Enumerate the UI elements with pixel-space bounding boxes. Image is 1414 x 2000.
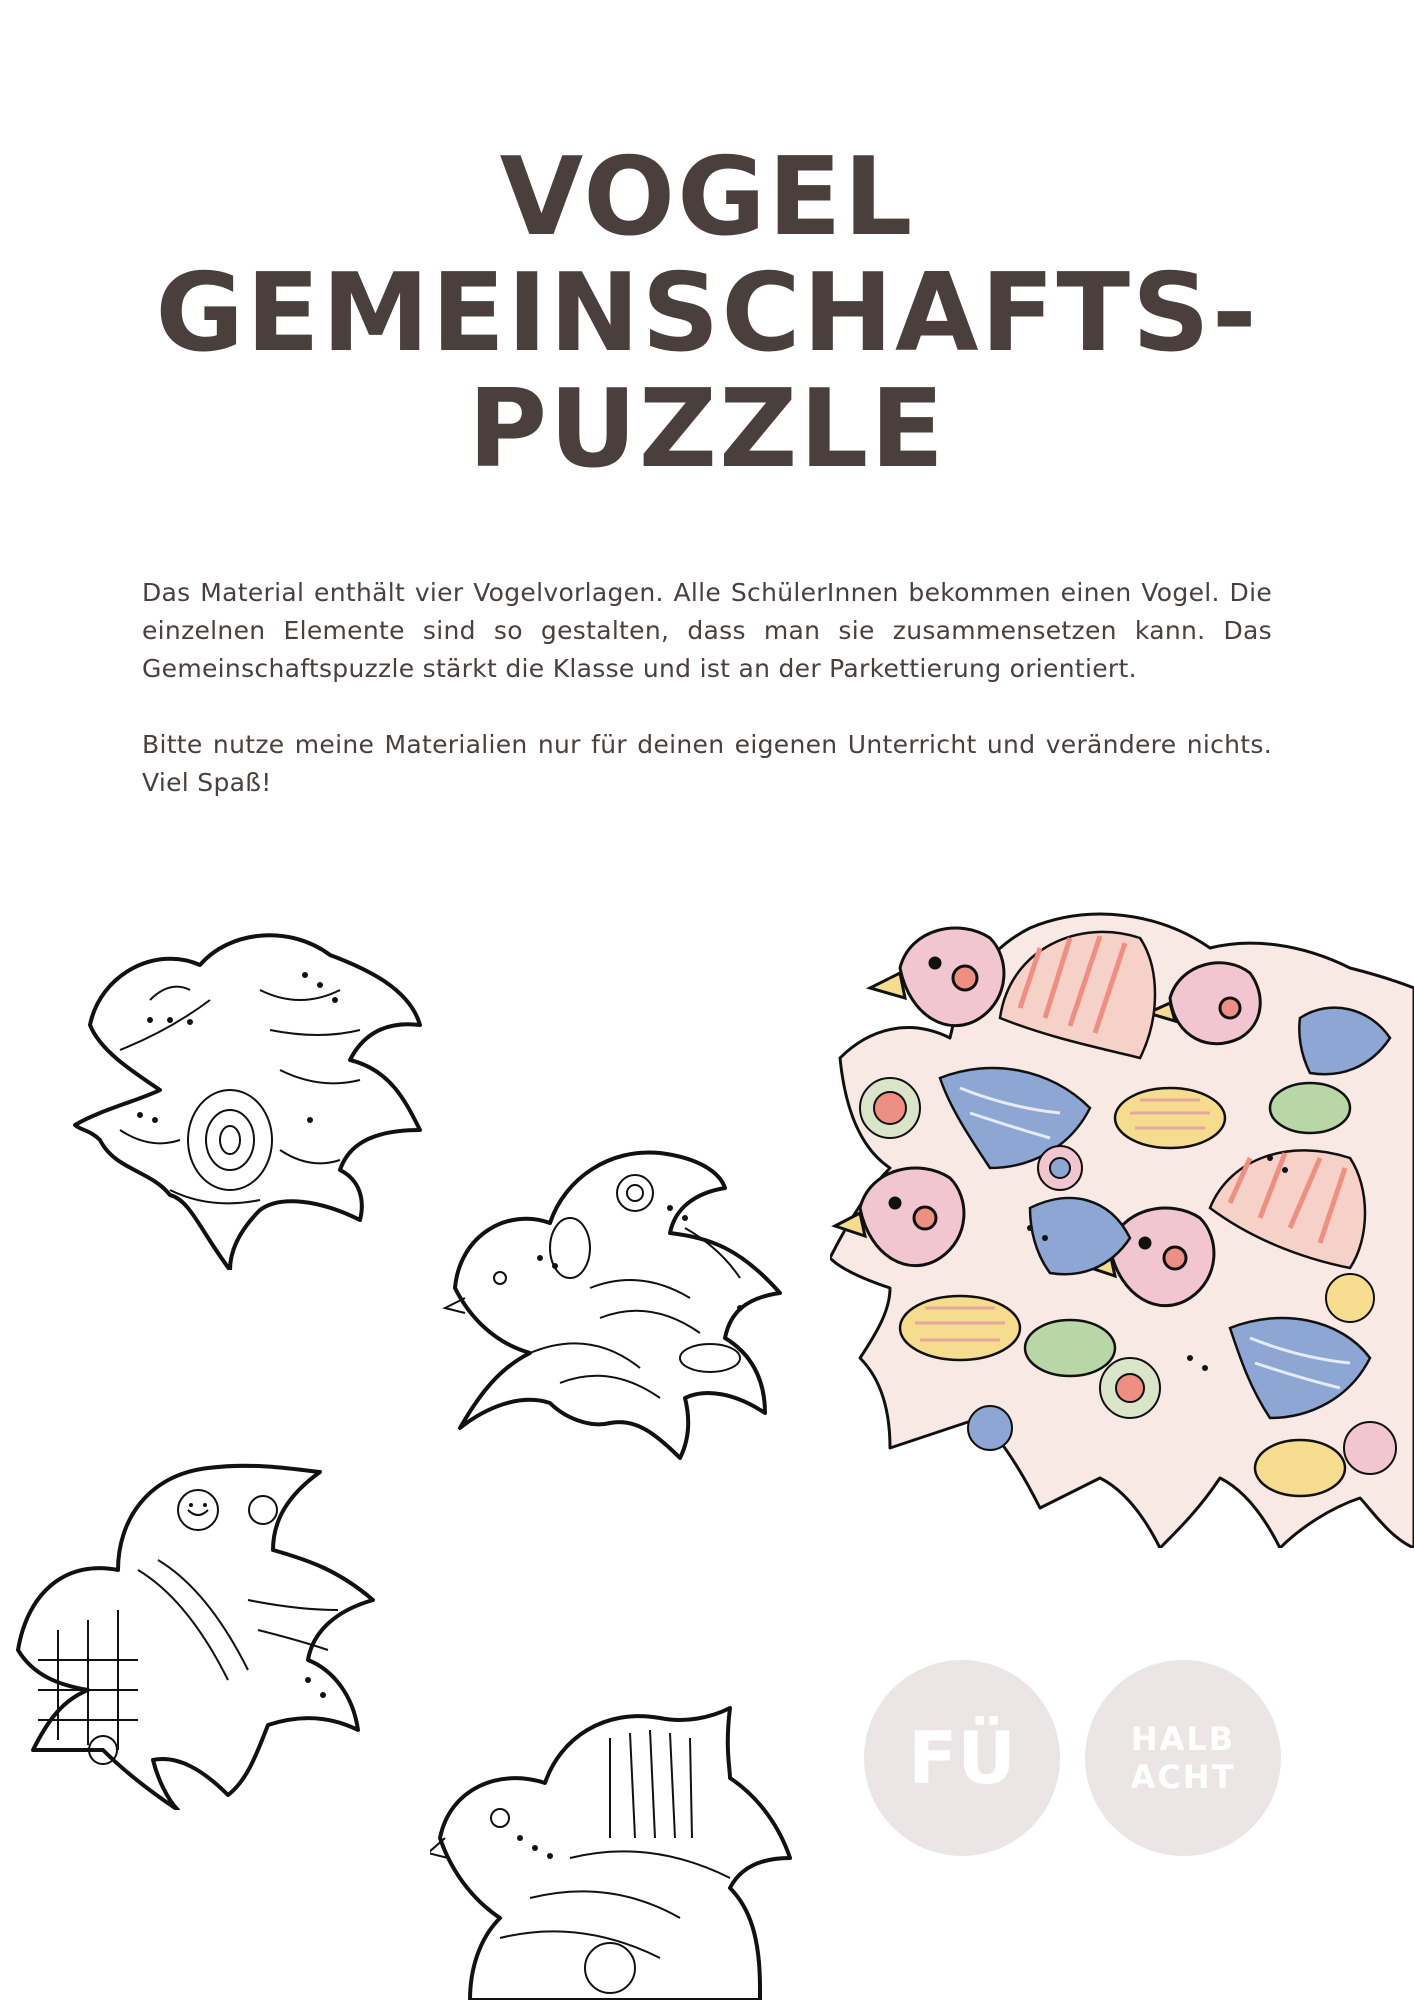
colored-bird-puzzle: [830, 908, 1414, 1548]
page-title: [0, 135, 1414, 492]
bird-template-3: [8, 1450, 380, 1810]
intro-text: [142, 574, 1272, 840]
halbacht-logo-line-2: ACHT: [1130, 1758, 1236, 1796]
bird-template-2: [440, 1138, 810, 1468]
title-line-2: GEMEINSCHAFTS-: [155, 251, 1259, 376]
intro-paragraph-1: Das Material enthält vier Vogelvorlagen. Alle SchülerInnen bekommen einen Vogel. Die einzelnen Elemente sind so gestalten, dass man sie zusammensetzen kann. Das Gemeinschaftspuzzle stärkt die Klasse und ist an der Parkettierung orientiert.: [142, 578, 1272, 683]
halbacht-logo-line-1: HALB: [1130, 1720, 1236, 1758]
fu-logo: [864, 1660, 1060, 1856]
bird-template-1: [60, 930, 440, 1270]
halbacht-logo: [1085, 1660, 1281, 1856]
title-line-3: PUZZLE: [467, 367, 947, 492]
intro-paragraph-2: Bitte nutze meine Materialien nur für deinen eigenen Unterricht und verändere nichts. Viel Spaß!: [142, 730, 1272, 797]
title-line-1: VOGEL: [499, 135, 915, 260]
fu-logo-text: FÜ: [908, 1716, 1016, 1800]
bird-template-4: [430, 1698, 810, 2000]
